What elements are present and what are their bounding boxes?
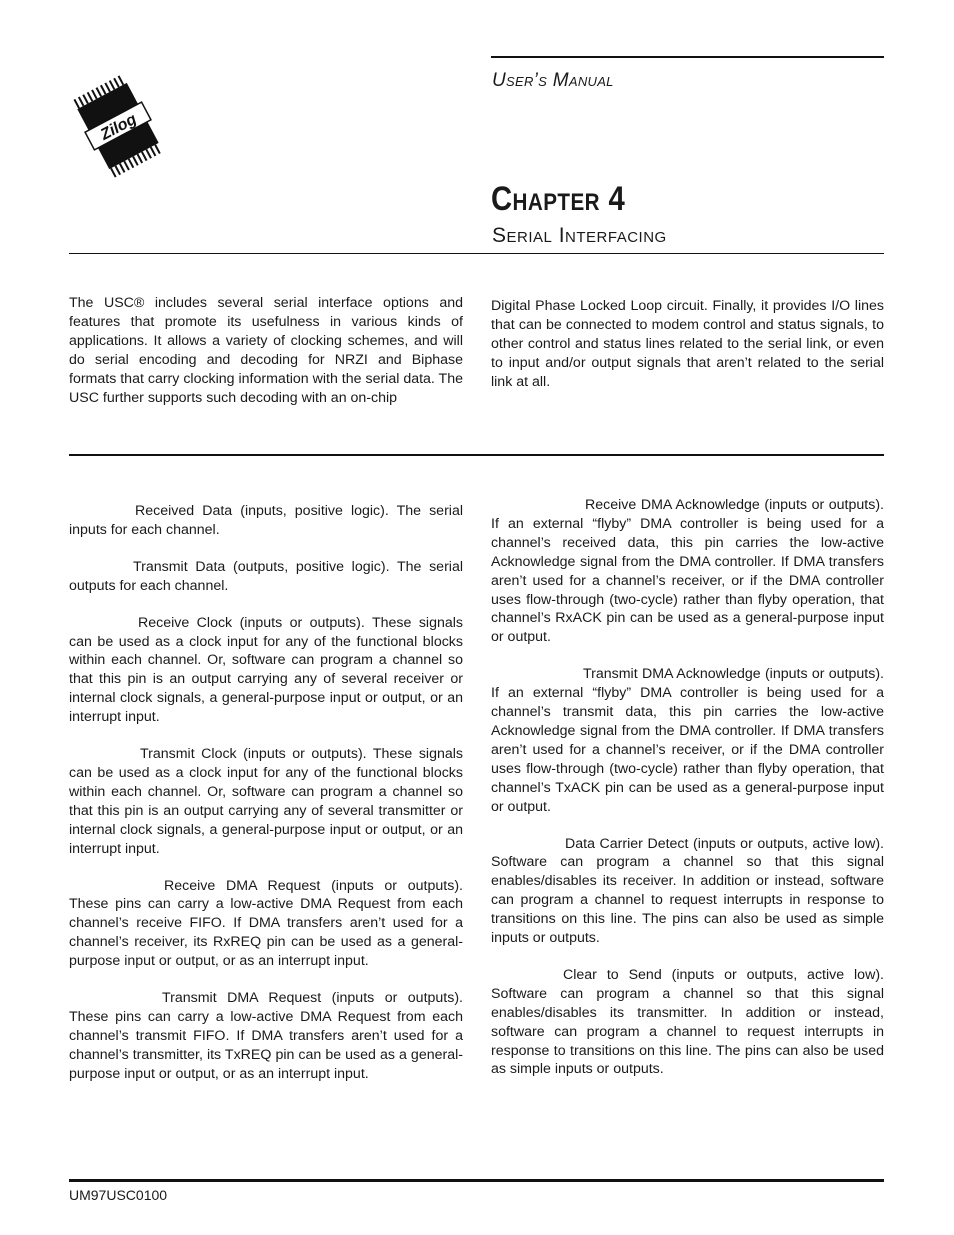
- pin-dcd: Data Carrier Detect (inputs or outputs, active low). Software can program a channel so that this signal enables/disables its receiver. In addition or instead, software can program a channel to request interrupts in response to transitions on this line. The pins can also be used as simple inputs or outputs.: [491, 835, 884, 947]
- intro-left-column: [69, 294, 463, 407]
- pin-rxack: Receive DMA Acknowledge (inputs or outputs). If an external “flyby” DMA controller is being used for a channel’s received data, this pin carries the low-active Acknowledge signal from the DMA controller. If DMA transfers aren’t used for a channel’s receiver, or if the DMA controller uses flow-through (two-cycle) rather than flyby operation, that channel’s RxACK pin can be used as a general-purpose input or output.: [491, 497, 884, 646]
- pin-txd: Transmit Data (outputs, positive logic). The serial outputs for each channel.: [69, 558, 463, 594]
- pin-rxc: Receive Clock (inputs or outputs). These signals can be used as a clock input for any of the functional blocks within each channel. Or, software can program a channel so that this pin is an output carrying any of several receiver or internal clock signals, a general-purpose input or output, or an interrupt input.: [69, 614, 463, 726]
- doc-id: UM97USC0100: [69, 1187, 168, 1203]
- footer-rule: [69, 1179, 884, 1182]
- zilog-chip-logo: [62, 70, 174, 182]
- chapter-subtitle: Serial Interfacing: [492, 224, 667, 247]
- pins-left-column: [69, 494, 463, 1084]
- intro-right-column: [491, 297, 884, 392]
- intro-right-text: Digital Phase Locked Loop circuit. Finally, it provides I/O lines that can be connected to modem control and status signals, to other control and status lines related to the serial link, or even to input and/or output signals that aren’t related to the serial link at all.: [491, 298, 884, 390]
- section-rule: [69, 454, 884, 456]
- header-bottom-rule: [69, 253, 884, 254]
- pin-rxreq: Receive DMA Request (inputs or outputs). These pins can carry a low-active DMA Request from each channel’s receive FIFO. If DMA transfers aren’t used for a channel’s receiver, its RxREQ pin can be used as a general-purpose input or output, or as an interrupt input.: [69, 877, 463, 970]
- top-rule: [491, 56, 884, 58]
- pin-rxd: Received Data (inputs, positive logic). The serial inputs for each channel.: [69, 503, 463, 538]
- intro-left-text: The USC® includes several serial interface options and features that promote its usefulness in various kinds of applications. It allows a variety of clocking schemes, and will do serial encoding and decoding for NRZI and Biphase formats that carry clocking information with the serial data. The USC further supports such decoding with an on-chip: [69, 295, 464, 406]
- chapter-title: Chapter 4: [491, 180, 626, 218]
- pins-right-column: [491, 496, 884, 1079]
- svg-text:Zilog: Zilog: [97, 110, 140, 144]
- pin-cts: Clear to Send (inputs or outputs, active low). Software can program a channel so that this signal enables/disables its transmitter. In addition or instead, software can program a channel to request interrupts in response to transitions on this line. The pins can also be used as simple inputs or outputs.: [491, 966, 884, 1078]
- pin-txc: Transmit Clock (inputs or outputs). These signals can be used as a clock input for any of the functional blocks within each channel. Or, software can program a channel so that this pin is an output carrying any of several transmitter or internal clock signals, a general-purpose input or output, or an interrupt input.: [69, 746, 463, 857]
- pin-txack: Transmit DMA Acknowledge (inputs or outputs). If an external “flyby” DMA controller is being used for a channel’s transmit data, this pin carries the low-active Acknowledge signal from the DMA controller. If DMA transfers aren’t used for a channel’s receiver, or if the DMA controller uses flow-through (two-cycle) rather than flyby operation, that channel’s TxACK pin can be used as a general-purpose input or output.: [491, 666, 884, 815]
- manual-label: User’s Manual: [492, 70, 614, 91]
- pin-txreq: Transmit DMA Request (inputs or outputs). These pins can carry a low-active DMA Request from each channel’s transmit FIFO. If DMA transfers aren’t used for a channel’s transmitter, its TxREQ pin can be used as a general-purpose input or output, or as an interrupt input.: [69, 990, 463, 1082]
